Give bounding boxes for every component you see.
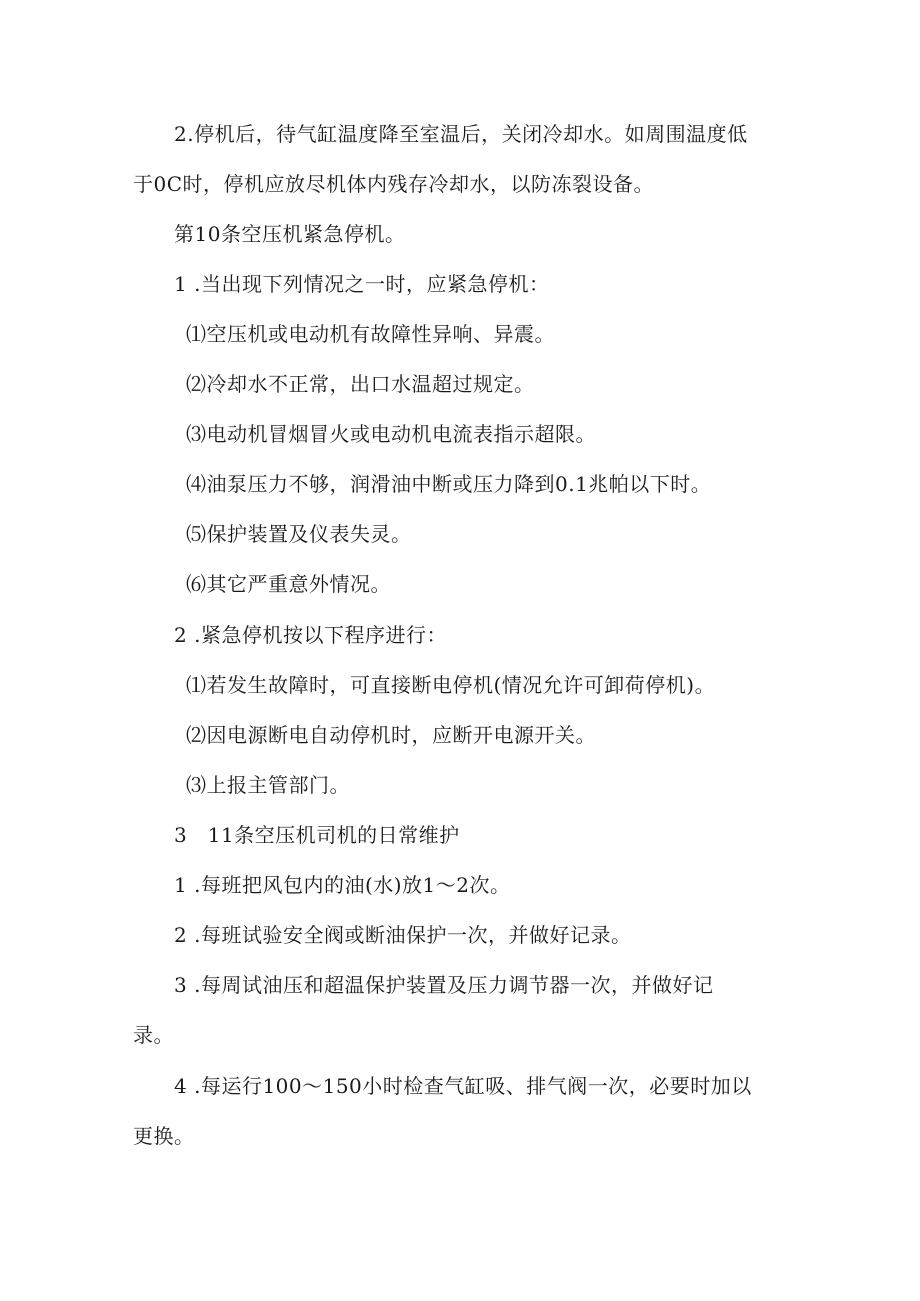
- text-line: 3 11条空压机司机的日常维护: [174, 823, 460, 847]
- text-line: 1 .每班把风包内的油(水)放1～2次。: [174, 873, 511, 897]
- text-line: 4 .每运行100～150小时检查气缸吸、排气阀一次，必要时加以: [174, 1074, 752, 1098]
- text-line: 3 .每周试油压和超温保护装置及压力调节器一次，并做好记: [174, 973, 714, 997]
- text-line: 2.停机后，待气缸温度降至室温后，关闭冷却水。如周围温度低: [174, 122, 748, 146]
- text-line: ⑷油泵压力不够，润滑油中断或压力降到0.1兆帕以下时。: [186, 472, 712, 496]
- text-line: 录。: [133, 1023, 174, 1047]
- text-line: 于0C时，停机应放尽机体内残存冷却水，以防冻裂设备。: [133, 172, 655, 196]
- text-line: 2 .每班试验安全阀或断油保护一次，并做好记录。: [174, 923, 632, 947]
- text-line: ⑴空压机或电动机有故障性异响、异震。: [186, 322, 555, 346]
- text-line: 第10条空压机紧急停机。: [174, 222, 406, 246]
- text-line: 1 .当出现下列情况之一时，应紧急停机：: [174, 272, 550, 296]
- text-line: ⑹其它严重意外情况。: [186, 572, 391, 596]
- text-line: 2 .紧急停机按以下程序进行：: [174, 623, 447, 647]
- text-line: ⑶上报主管部门。: [186, 773, 350, 797]
- text-line: ⑵冷却水不正常，出口水温超过规定。: [186, 372, 535, 396]
- text-line: ⑶电动机冒烟冒火或电动机电流表指示超限。: [186, 422, 596, 446]
- text-line: ⑸保护装置及仪表失灵。: [186, 522, 412, 546]
- text-line: ⑵因电源断电自动停机时，应断开电源开关。: [186, 723, 596, 747]
- text-line: ⑴若发生故障时，可直接断电停机(情况允许可卸荷停机)。: [186, 673, 716, 697]
- text-line: 更换。: [133, 1124, 195, 1148]
